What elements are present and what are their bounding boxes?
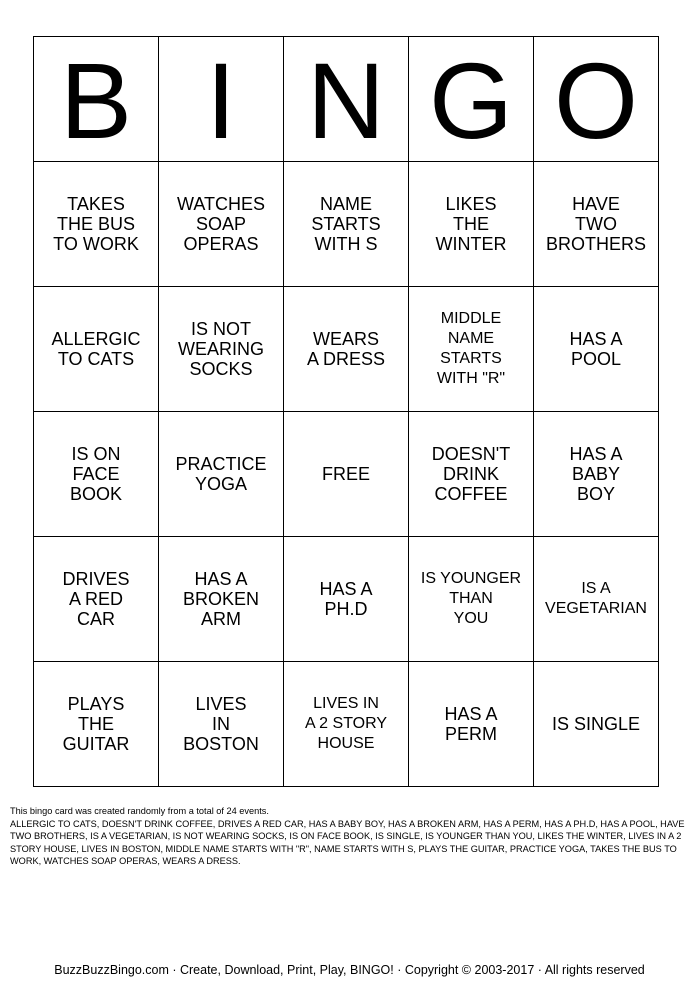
page-footer: BuzzBuzzBingo.com · Create, Download, Print, Play, BINGO! · Copyright © 2003-2017 · All rights reserved: [54, 963, 645, 977]
bingo-cell: [284, 662, 409, 787]
bingo-row: [34, 537, 659, 662]
bingo-cell: [159, 412, 284, 537]
note-event-list: ALLERGIC TO CATS, DOESN'T DRINK COFFEE, DRIVES A RED CAR, HAS A BABY BOY, HAS A BROKEN ARM, HAS A PERM, HAS A PH.D, HAS A POOL, HAVE TWO BROTHERS, IS A VEGETARIAN, IS NOT WEARING SOCKS, IS ON FACE BOOK, IS SINGLE, IS YOUNGER THAN YOU, LIKES THE WINTER, LIVES IN A 2 STORY HOUSE, LIVES IN BOSTON, MIDDLE NAME STARTS WITH "R", NAME STARTS WITH S, PLAYS THE GUITAR, PRACTICE YOGA, TAKES THE BUS TO WORK, WATCHES SOAP OPERAS, WEARS A DRESS.: [10, 818, 685, 866]
bingo-cell: [409, 162, 534, 287]
cell-text: FREE: [321, 464, 370, 484]
bingo-cell: [34, 162, 159, 287]
card-info-note: [10, 805, 690, 868]
bingo-row: [34, 162, 659, 287]
cell-text: PRACTICE YOGA: [175, 454, 267, 494]
bingo-cell: [159, 162, 284, 287]
bingo-row: [34, 662, 659, 787]
bingo-cell: [284, 537, 409, 662]
cell-text: DRIVES A RED CAR: [62, 569, 130, 629]
cell-text: WEARS A DRESS: [306, 329, 386, 369]
bingo-cell: [284, 162, 409, 287]
cell-text: TAKES THE BUS TO WORK: [53, 194, 139, 254]
header-letter-o: O: [534, 37, 659, 162]
bingo-cell: [409, 537, 534, 662]
cell-text: IS ON FACE BOOK: [69, 444, 122, 504]
cell-text: WATCHES SOAP OPERAS: [177, 194, 265, 254]
cell-text: LIVES IN A 2 STORY HOUSE: [304, 695, 388, 752]
cell-text: IS A VEGETARIAN: [545, 580, 647, 617]
cell-text: IS YOUNGER THAN YOU: [420, 570, 522, 627]
bingo-cell: [409, 662, 534, 787]
bingo-cell: [534, 162, 659, 287]
bingo-cell: [159, 287, 284, 412]
cell-text: HAS A POOL: [569, 329, 623, 369]
bingo-cell: [409, 412, 534, 537]
cell-text: NAME STARTS WITH S: [311, 194, 381, 254]
free-space-cell: [284, 412, 409, 537]
header-letter-n: N: [284, 37, 409, 162]
bingo-cell: [34, 412, 159, 537]
cell-text: ALLERGIC TO CATS: [51, 329, 141, 369]
header-letter-g: G: [409, 37, 534, 162]
bingo-row: [34, 287, 659, 412]
header-letter-b: B: [34, 37, 159, 162]
cell-text: HAS A PERM: [444, 704, 498, 744]
bingo-cell: [534, 662, 659, 787]
bingo-cell: [34, 287, 159, 412]
cell-text: HAS A BABY BOY: [569, 444, 623, 504]
cell-text: LIVES IN BOSTON: [183, 694, 259, 754]
cell-text: LIKES THE WINTER: [435, 194, 507, 254]
cell-text: HAS A PH.D: [319, 579, 373, 619]
bingo-cell: [409, 287, 534, 412]
note-summary: This bingo card was created randomly from a total of 24 events.: [10, 806, 269, 816]
cell-text: MIDDLE NAME STARTS WITH "R": [436, 310, 506, 387]
bingo-cell: [34, 537, 159, 662]
cell-text: PLAYS THE GUITAR: [62, 694, 130, 754]
cell-text: IS NOT WEARING SOCKS: [177, 319, 264, 379]
cell-text: HAVE TWO BROTHERS: [545, 194, 646, 254]
bingo-cell: [534, 537, 659, 662]
cell-text: IS SINGLE: [551, 714, 641, 734]
bingo-cell: [534, 287, 659, 412]
header-letter-i: I: [159, 37, 284, 162]
bingo-row: [34, 412, 659, 537]
cell-text: HAS A BROKEN ARM: [182, 569, 260, 629]
bingo-header-row: [34, 37, 659, 162]
cell-text: DOESN'T DRINK COFFEE: [431, 444, 511, 504]
bingo-cell: [284, 287, 409, 412]
bingo-cell: [159, 662, 284, 787]
bingo-cell: [534, 412, 659, 537]
bingo-card: [33, 36, 659, 787]
bingo-cell: [34, 662, 159, 787]
bingo-cell: [159, 537, 284, 662]
